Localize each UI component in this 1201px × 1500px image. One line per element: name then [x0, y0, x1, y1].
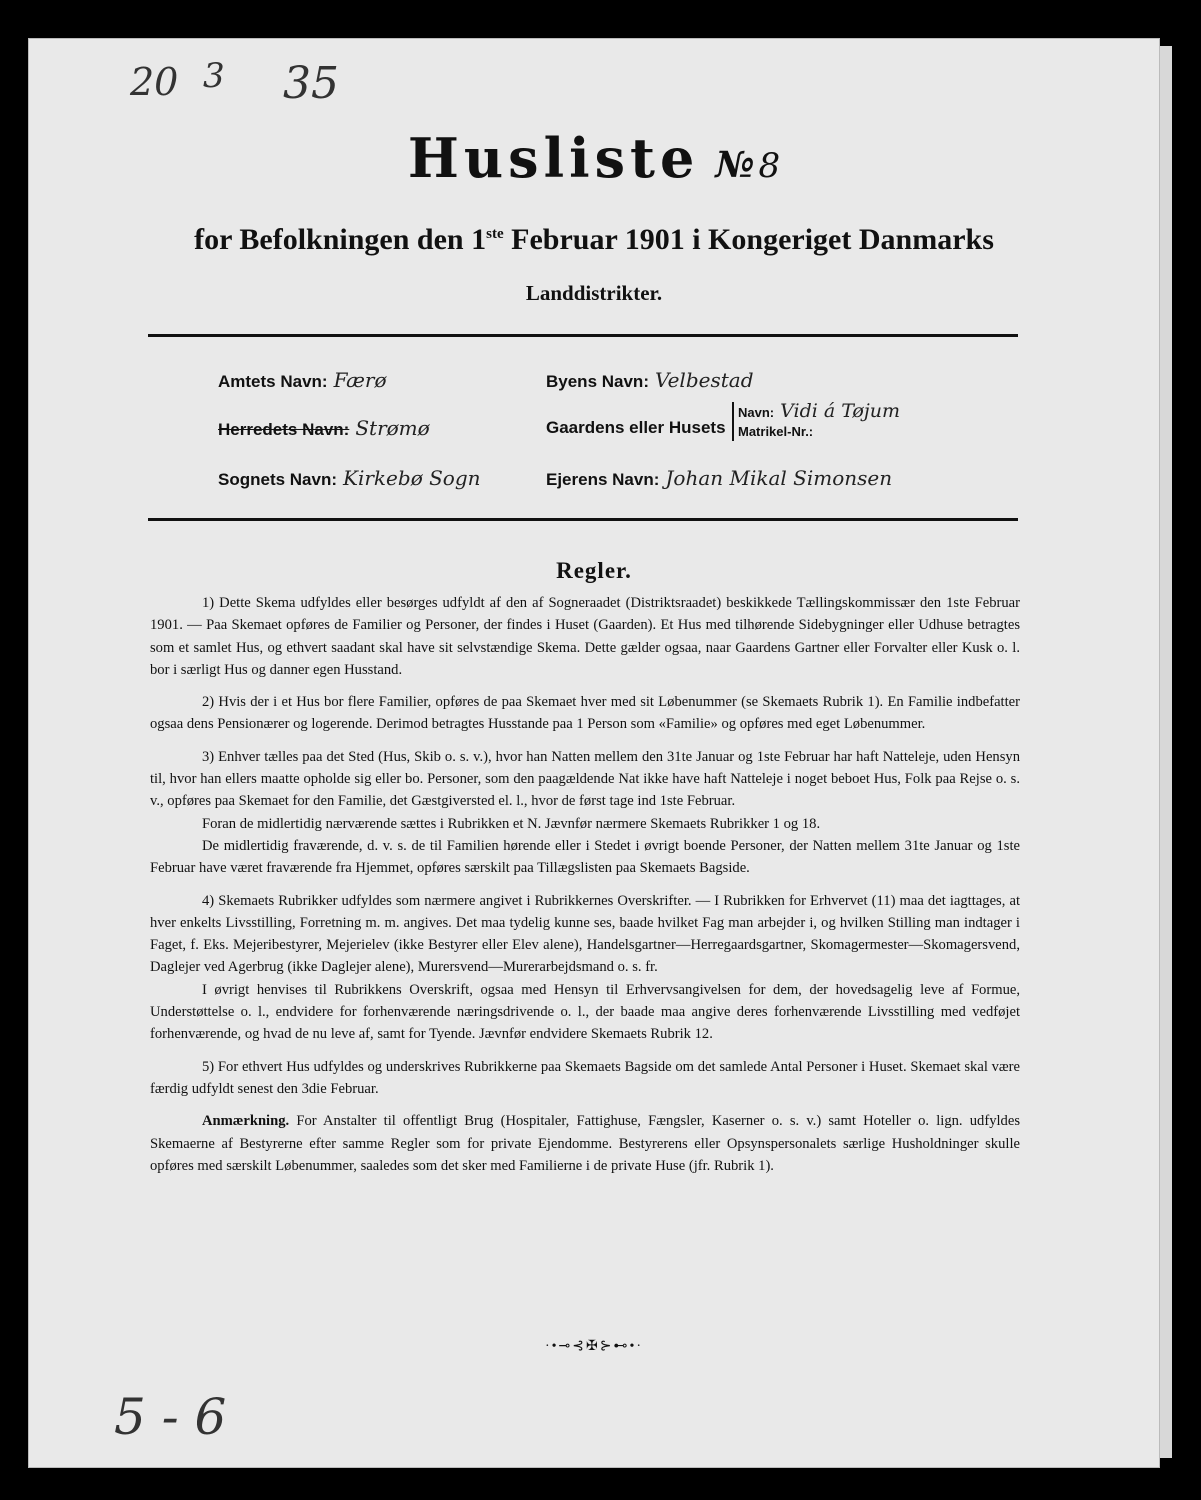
handwritten-page-number: 5 - 6: [114, 1388, 227, 1446]
rule-1: 1) Dette Skema udfyldes eller besørges udfyldt af den af Sogneraadet (Distriktsraadet) beskikkede Tællingskommissær den 1ste Februar 1901. — Paa Skemaet opføres de Familier og Personer, der findes i Huset (Gaarden). Et Hus med tilhørende Sidebygninger eller Udhuse betragtes som et samlet Hus, og ethvert saadant skal have sit selvstændige Skema. Dette gælder ogsaa, naar Gaardens Gartner eller Forvalter eller Kusk o. l. bor i særligt Hus og danner egen Husstand.: [150, 595, 1020, 678]
note-label: Anmærkning.: [202, 1113, 290, 1130]
rule-4b: I øvrigt henvises til Rubrikkens Overskrift, ogsaa med Hensyn til Erhvervsangivelsen for dem, der hovedsagelig leve af Formue, Understøttelse o. l., endvidere for forhenværende næringsdrivende o. l., der baade maa angive deres forhenværende Livsstilling med vedføjet forhenværende, og hvad de nu leve af, samt for Tyende. Jævnfør endvidere Skemaets Rubrik 12.: [150, 981, 1020, 1043]
ejer-field: [546, 466, 892, 490]
herred-value: Strømø: [355, 416, 430, 440]
rule-4a: 4) Skemaets Rubrikker udfyldes som nærmere angivet i Rubrikkernes Overskrifter. — I Rubrikken for Erhvervet (11) maa det iagttages, at hver enkelts Livsstilling, Forretning m. m. angives. Det maa tydelig kunne ses, baade hvilket Fag man arbejder i, og hvilken Stilling man indtager i Faget, f. Eks. Mejeribestyrer, Mejerielev (ikke Bestyrer eller Elev alene), Handelsgartner—Herregaardsgartner, Skomagermester—Skomagersvend, Daglejer ved Agerbrug (ikke Daglejer alene), Murersvend—Murerarbejdsmand o. s. fr.: [150, 892, 1020, 976]
ornament-divider: ·•⊸⊰✠⊱⊷•·: [544, 1339, 644, 1354]
note: [150, 1110, 1020, 1177]
rule-2: 2) Hvis der i et Hus bor flere Familier, opføres de paa Skemaet hver med sit Løbenummer (se Skemaets Rubrik 1). En Familie indbefatter ogsaa dens Pensionærer og logerende. Derimod betragtes Husstande paa 1 Person som «Familie» og opføres med eget Løbenummer.: [150, 694, 1020, 733]
title-text: Husliste: [407, 126, 700, 190]
rules-heading: Regler.: [556, 558, 632, 583]
gaard-brace: [732, 402, 900, 441]
rules-body: [150, 592, 1020, 1187]
navn-label: Navn:: [738, 405, 775, 420]
sogn-field: [218, 466, 481, 490]
form-subtitle-2: Landdistrikter.: [525, 281, 663, 305]
amt-value: Færø: [333, 368, 387, 392]
by-label: Byens Navn:: [546, 372, 649, 391]
herred-label: Herredets Navn:: [218, 420, 350, 439]
gaard-label: Gaardens eller Husets: [546, 418, 726, 437]
bottom-divider: [148, 518, 1018, 521]
herred-field: [218, 416, 430, 440]
note-text: For Anstalter til offentligt Brug (Hospitaler, Fattighuse, Fængsler, Kaserner o. s. v.) samt Hoteller o. lign. udfyldes Skemaerne af Bestyrerne efter samme Regler som for private Ejendomme. Bestyrerens eller Opsynspersonalets særlige Husholdninger skulle opføres med særskilt Løbenummer, saaledes som det sker med Familierne i de private Huse (jfr. Rubrik 1).: [150, 1113, 1020, 1174]
matrikel-row: [738, 422, 900, 441]
handwritten-number-1: 20: [130, 60, 179, 104]
sogn-value: Kirkebø Sogn: [343, 466, 481, 490]
ejer-label: Ejerens Navn:: [546, 470, 660, 489]
by-value: Velbestad: [654, 368, 754, 392]
gaard-field: [546, 418, 726, 438]
form-title: [28, 126, 1160, 190]
sogn-label: Sognets Navn:: [218, 470, 338, 489]
ejer-value: Johan Mikal Simonsen: [665, 466, 893, 490]
subtitle-pre: for Befolkningen den 1: [194, 223, 487, 256]
matrikel-label: Matrikel-Nr.:: [738, 424, 814, 439]
navn-row: [738, 402, 900, 422]
subtitle-post: Februar 1901 i Kongeriget Danmarks: [511, 223, 994, 256]
navn-value: Vidi á Tøjum: [780, 400, 901, 422]
number-value: 8: [758, 146, 781, 186]
handwritten-number-3: 35: [283, 58, 339, 109]
form-subtitle: [28, 223, 1160, 257]
top-divider: [148, 334, 1018, 337]
rule-3a: 3) Enhver tælles paa det Sted (Hus, Skib o. s. v.), hvor han Natten mellem den 31te Januar og 1ste Februar har haft Natteleje, uden Hensyn til, hvor han ellers maatte opholde sig eller bo. Personer, som den paagældende Nat ikke have haft Natteleje i noget beboet Hus, Folk paa Rejse o. s. v., opføres paa Skemaet for den Familie, det Gæstgiversted el. l., hvor de først tage ind 1ste Februar.: [150, 748, 1020, 810]
amt-field: [218, 368, 387, 392]
rule-3b: Foran de midlertidig nærværende sættes i Rubrikken et N. Jævnfør nærmere Skemaets Rubrikker 1 og 18.: [202, 815, 821, 832]
number-label: №: [715, 144, 755, 186]
subtitle-sup: ste: [486, 226, 504, 242]
handwritten-number-2: 3: [203, 56, 225, 96]
by-field: [546, 368, 754, 392]
rule-5: 5) For ethvert Hus udfyldes og underskrives Rubrikkerne paa Skemaets Bagside om det samlede Antal Personer i Huset. Skemaet skal være færdig udfyldt senest den 3die Februar.: [150, 1058, 1020, 1097]
census-form-page: [28, 38, 1160, 1468]
amt-label: Amtets Navn:: [218, 372, 328, 391]
rule-3c: De midlertidig fraværende, d. v. s. de til Familien hørende eller i Stedet i øvrigt boende Personer, der Natten mellem 31te Januar og 1ste Februar have været fraværende fra Hjemmet, opføres særskilt paa Tillægslisten paa Skemaets Bagside.: [150, 837, 1020, 877]
